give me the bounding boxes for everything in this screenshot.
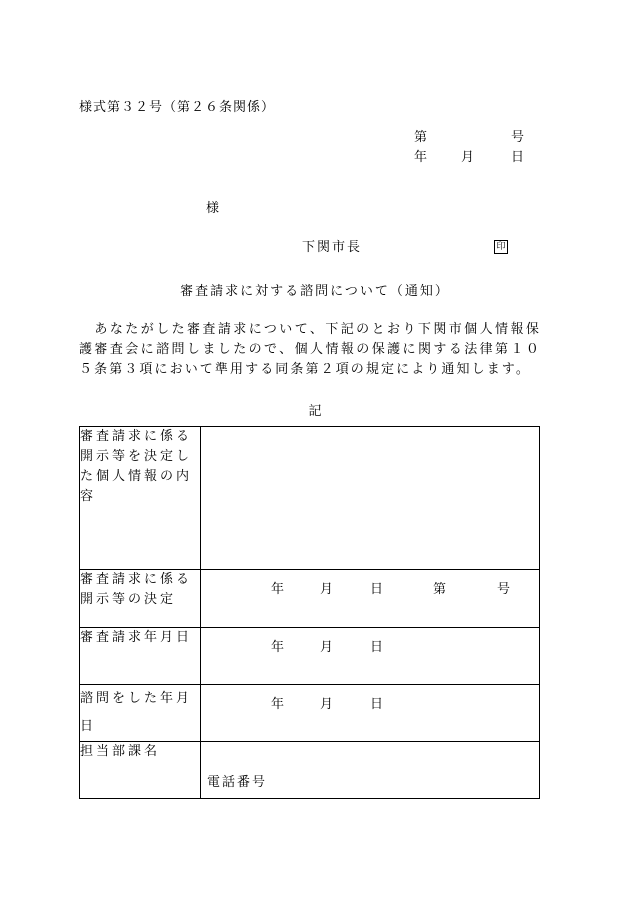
month-label: 月	[320, 640, 334, 655]
addressee-honorific: 様	[206, 201, 220, 216]
table-row	[80, 628, 540, 685]
row-label: 審査請求に係る開示等の決定	[80, 570, 201, 628]
go-label: 号	[511, 130, 525, 145]
table-row	[80, 570, 540, 628]
day-label: 日	[370, 582, 384, 597]
row-label: 審査請求に係る開示等を決定した個人情報の内容	[80, 427, 201, 570]
day-label: 日	[511, 150, 525, 165]
row-value	[201, 628, 540, 685]
dai-label: 第	[433, 582, 447, 597]
notice-body: あなたがした審査請求について、下記のとおり下関市個人情報保護審査会に諮問しましたので、個人情報の保護に関する法律第１０５条第３項において準用する同条第２項の規定により通知します。	[79, 322, 541, 377]
form-number: 様式第３２号（第２６条関係）	[79, 100, 276, 115]
table-row	[80, 685, 540, 742]
sender-name: 下関市長	[302, 240, 363, 255]
month-label: 月	[320, 582, 334, 597]
year-label: 年	[271, 582, 285, 597]
day-label: 日	[370, 640, 384, 655]
row-value	[201, 570, 540, 628]
row-label: 審査請求年月日	[80, 628, 201, 685]
go-label: 号	[497, 582, 511, 597]
month-label: 月	[320, 697, 334, 712]
dai-label: 第	[414, 130, 428, 145]
ki-heading: 記	[308, 404, 322, 419]
row-value	[201, 742, 540, 799]
month-label: 月	[461, 150, 475, 165]
day-label: 日	[370, 697, 384, 712]
seal-mark: 印	[494, 240, 508, 254]
year-label: 年	[271, 640, 285, 655]
year-label: 年	[271, 697, 285, 712]
row-label: 諮問をした年月日	[80, 685, 201, 742]
table-row	[80, 742, 540, 799]
year-label: 年	[414, 150, 428, 165]
row-label: 担当部課名	[80, 742, 201, 799]
details-table	[79, 426, 540, 799]
row-value	[201, 685, 540, 742]
phone-number-label: 電話番号	[207, 775, 268, 790]
row-value	[201, 427, 540, 570]
table-row	[80, 427, 540, 570]
document-subject: 審査請求に対する諮問について（通知）	[180, 284, 450, 299]
